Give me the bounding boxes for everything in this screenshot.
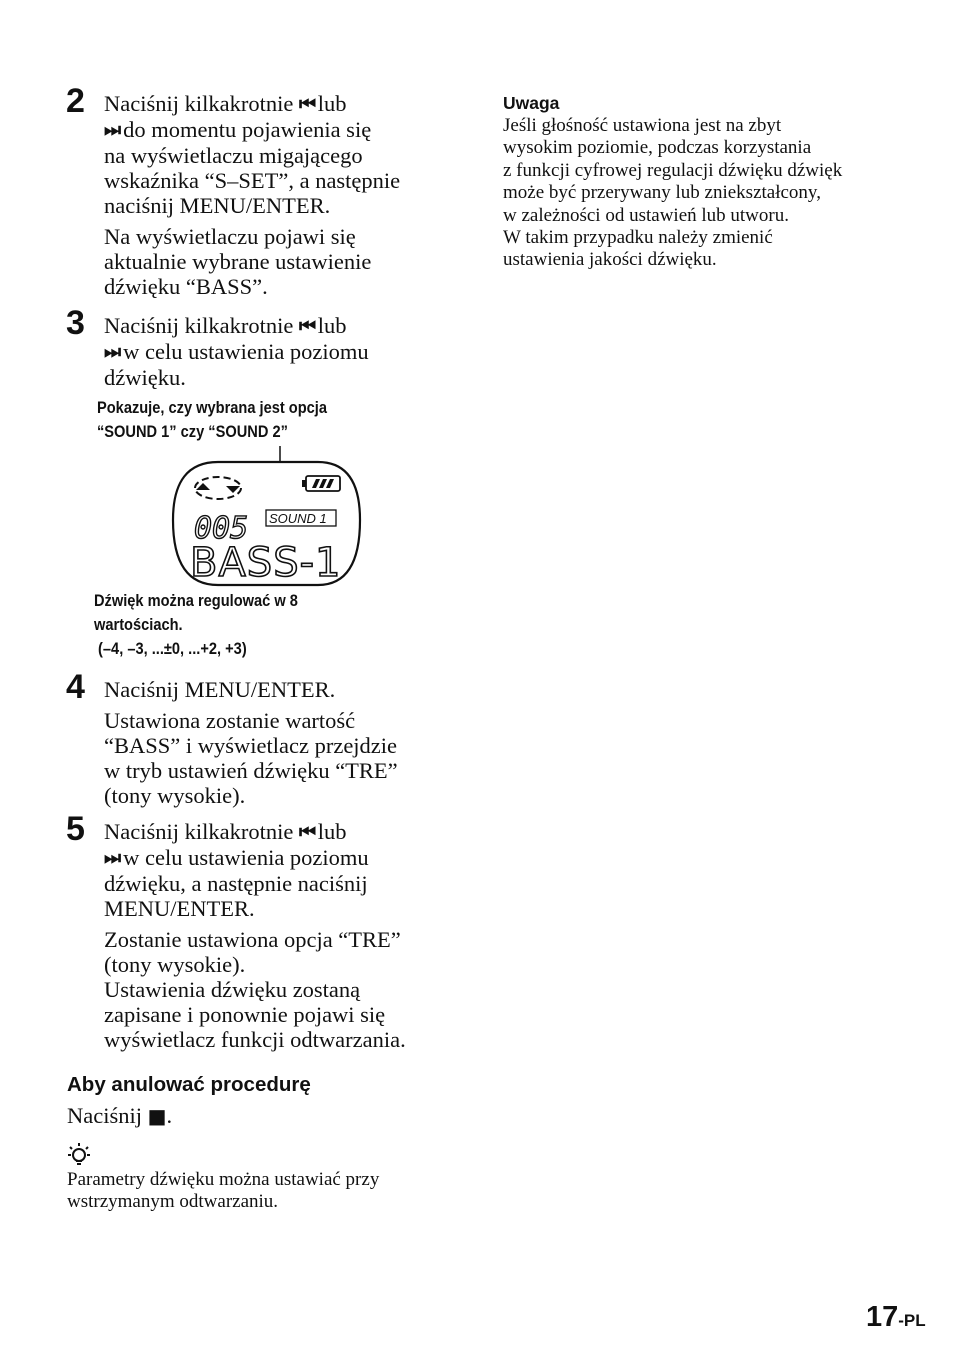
- stop-icon: ■: [147, 1104, 167, 1128]
- next-track-icon: ⏭: [104, 847, 118, 869]
- page-number: 17-PL: [866, 1301, 926, 1333]
- previous-track-icon: ⏮: [298, 93, 313, 115]
- step-2-text: Naciśnij kilkakrotnie ⏮ lub ⏭ do momentu pojawienia się na wyświetlaczu migającego wskaźnika “S–SET”, a następnie naciśnij MENU/ENTER. Na wyświetlaczu pojawi się aktualnie wybrane ustawienie dźwięku “BASS”.: [104, 91, 401, 299]
- step-4-text: Naciśnij MENU/ENTER. Ustawiona zostanie wartość “BASS” i wyświetlacz przejdzie w tryb ustawień dźwięku “TRE” (tony wysokie).: [104, 677, 398, 808]
- step-number: 3: [66, 304, 85, 342]
- tip-text: Parametry dźwięku można ustawiać przy wstrzymanym odtwarzaniu.: [67, 1169, 380, 1213]
- lcd-main-text: BASS-1: [190, 540, 342, 586]
- note-title: Uwaga: [503, 93, 560, 113]
- next-track-icon: ⏭: [104, 341, 118, 363]
- track-number: 005: [194, 511, 249, 546]
- figure-caption-top: Pokazuje, czy wybrana jest opcja “SOUND 1” czy “SOUND 2”: [97, 398, 327, 441]
- lcd-display-figure: [168, 440, 368, 590]
- step-number: 4: [66, 668, 85, 706]
- cancel-text: Naciśnij ■.: [67, 1103, 173, 1128]
- next-track-icon: ⏭: [104, 119, 118, 141]
- step-3-text: Naciśnij kilkakrotnie ⏮ lub ⏭ w celu ustawienia poziomu dźwięku.: [104, 313, 369, 390]
- previous-track-icon: ⏮: [298, 821, 313, 843]
- previous-track-icon: ⏮: [298, 315, 313, 337]
- note-text: Jeśli głośność ustawiona jest na zbyt wysokim poziomie, podczas korzystania z funkcji cyfrowej regulacji dźwięku dźwięk może być przerywany lub zniekształcony, w zależności od ustawień lub utworu. W takim przypadku należy zmienić ustawienia jakości dźwięku.: [503, 115, 843, 271]
- cancel-heading: Aby anulować procedurę: [67, 1073, 311, 1096]
- step-number: 2: [66, 82, 85, 120]
- sound-label: SOUND 1: [269, 511, 327, 526]
- figure-caption-bottom: Dźwięk można regulować w 8 wartościach. (–4, –3, ...±0, ...+2, +3): [94, 591, 298, 658]
- step-5-text: Naciśnij kilkakrotnie ⏮ lub ⏭ w celu ustawienia poziomu dźwięku, a następnie naciśnij MENU/ENTER. Zostanie ustawiona opcja “TRE” (tony wysokie). Ustawienia dźwięku zostaną zapisane i ponownie pojawi się wyświetlacz funkcji odtwarzania.: [104, 819, 406, 1052]
- step-number: 5: [66, 810, 85, 848]
- tip-bulb-icon: [67, 1142, 91, 1168]
